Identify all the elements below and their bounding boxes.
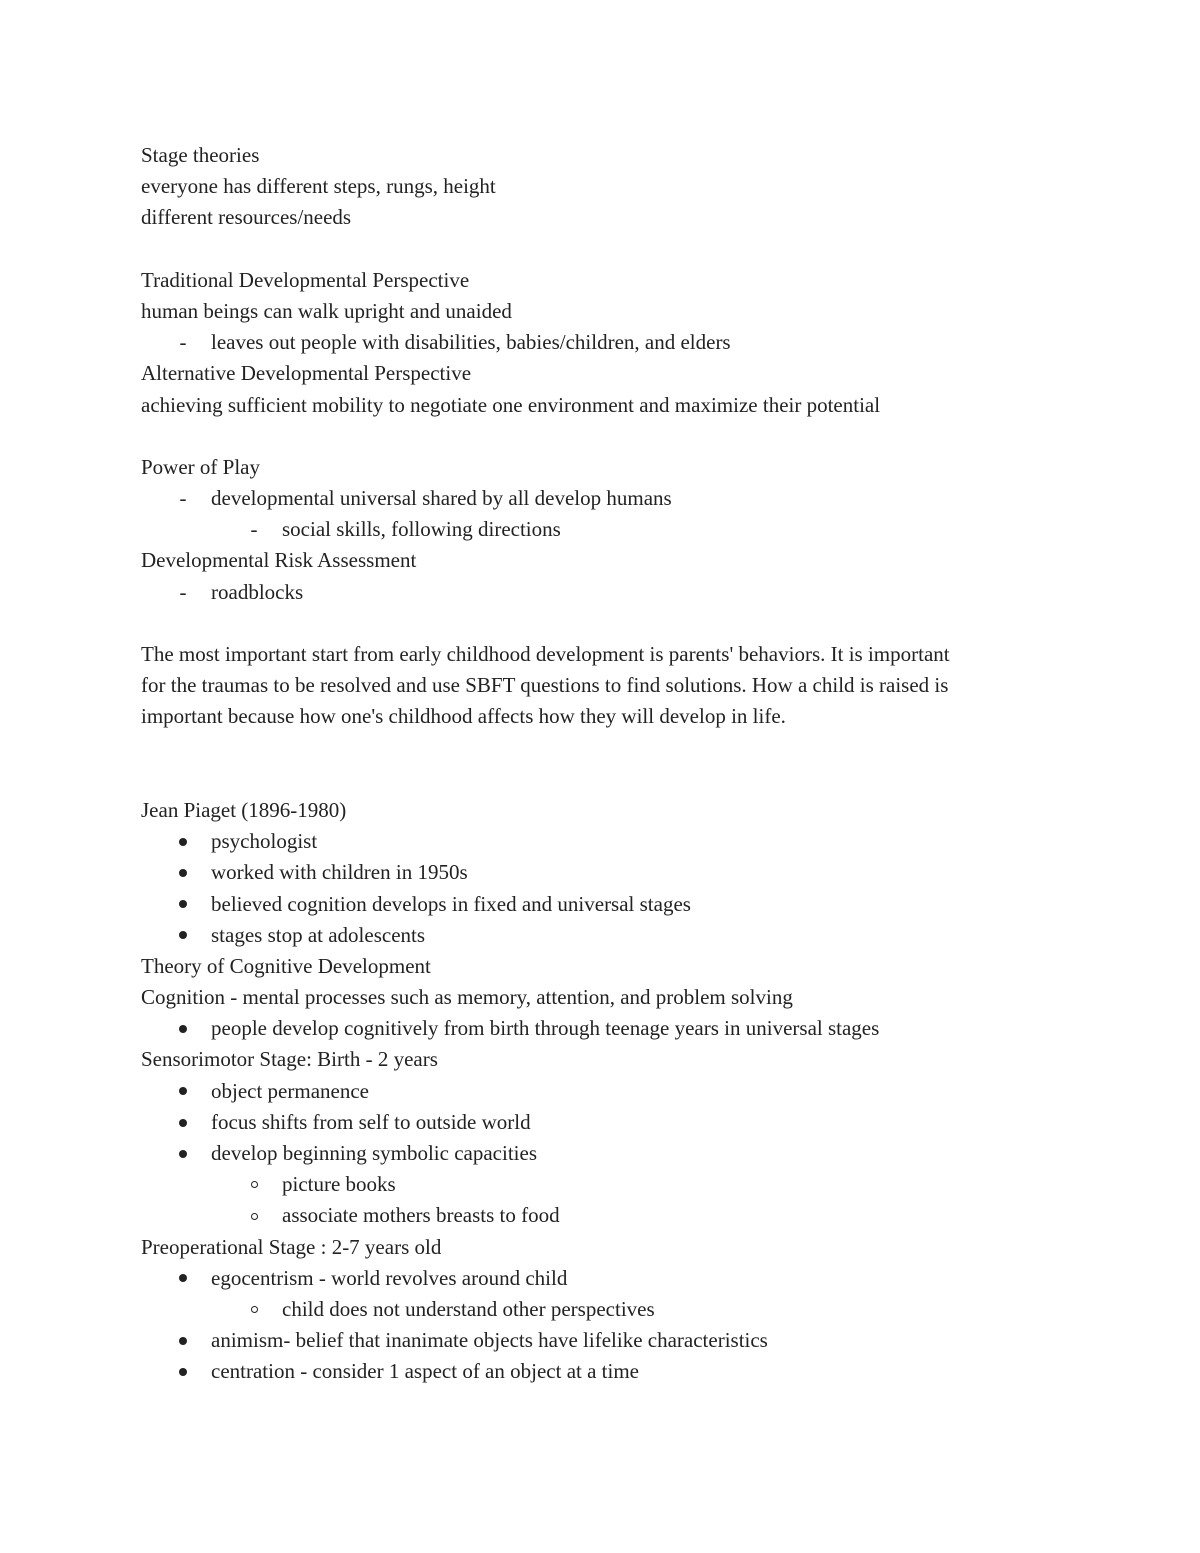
list-item-text: believed cognition develops in fixed and universal stages [211,891,691,916]
blank-line [141,608,1071,639]
list-item-text: stages stop at adolescents [211,922,426,947]
heading-traditional-perspective: Traditional Developmental Perspective [141,267,470,292]
list-item-text: picture books [282,1172,396,1197]
text-line: everyone has different steps, rungs, height [141,174,496,199]
text-line: achieving sufficient mobility to negotiate one environment and maximize their potential [141,392,881,417]
heading-theory-cognitive: Theory of Cognitive Development [141,953,431,978]
blank-line [141,234,1071,265]
bullet-icon [173,857,193,888]
heading-power-of-play: Power of Play [141,454,260,479]
bullet-icon [173,889,193,920]
list-item-text: social skills, following directions [282,517,561,542]
dash-marker: - [250,517,258,542]
bullet-icon [173,1138,193,1169]
list-item-text: focus shifts from self to outside world [211,1109,531,1134]
blank-line [141,421,1071,452]
dash-marker: - [179,330,187,355]
bullet-list-item [141,889,1071,920]
list-item-text: leaves out people with disabilities, babies/children, and elders [211,330,731,355]
list-item-text: animism- belief that inanimate objects have lifelike characteristics [211,1328,768,1353]
list-item-text: egocentrism - world revolves around child [211,1265,568,1290]
heading-sensorimotor: Sensorimotor Stage: Birth - 2 years [141,1047,438,1072]
heading-alternative-perspective: Alternative Developmental Perspective [141,361,472,386]
bullet-icon [173,920,193,951]
text-line: human beings can walk upright and unaided [141,298,512,323]
bullet-icon [173,1263,193,1294]
bullet-list-item [141,1107,1071,1138]
bullet-list-item [141,1325,1071,1356]
bullet-icon [173,826,193,857]
bullet-list-item [141,1013,1071,1044]
list-item-text: psychologist [211,829,318,854]
list-item-text: developmental universal shared by all develop humans [211,486,672,511]
bullet-list-subitem [141,1169,1071,1200]
document-page [141,140,1071,1388]
dash-list-item [141,327,1071,358]
circle-bullet-icon [244,1200,264,1231]
dash-list-item [141,577,1071,608]
bullet-icon [173,1013,193,1044]
paragraph-line: The most important start from early childhood development is parents' behaviors. It is important [141,642,950,666]
dash-marker: - [179,579,187,604]
bullet-icon [173,1107,193,1138]
bullet-list-item [141,826,1071,857]
dash-list-item [141,483,1071,514]
paragraph-line: important because how one's childhood affects how they will develop in life. [141,704,786,729]
bullet-list-subitem [141,1294,1071,1325]
heading-jean-piaget: Jean Piaget (1896-1980) [141,797,347,822]
bullet-list-item [141,920,1071,951]
dash-list-subitem [141,514,1071,545]
bullet-icon [173,1076,193,1107]
heading-preoperational: Preoperational Stage : 2-7 years old [141,1234,442,1259]
list-item-text: associate mothers breasts to food [282,1203,560,1228]
list-item-text: worked with children in 1950s [211,860,468,885]
text-line: Cognition - mental processes such as memory, attention, and problem solving [141,985,793,1010]
list-item-text: roadblocks [211,579,304,604]
blank-line [141,764,1071,795]
list-item-text: people develop cognitively from birth through teenage years in universal stages [211,1016,880,1041]
bullet-list-item [141,1263,1071,1294]
bullet-list-subitem [141,1200,1071,1231]
list-item-text: object permanence [211,1078,369,1103]
heading-stage-theories: Stage theories [141,143,260,167]
bullet-icon [173,1356,193,1387]
text-line: different resources/needs [141,205,352,230]
list-item-text: develop beginning symbolic capacities [211,1141,537,1165]
bullet-icon [173,1325,193,1356]
bullet-list-item [141,1076,1071,1107]
list-item-text: centration - consider 1 aspect of an object at a time [211,1359,639,1384]
list-item-text: child does not understand other perspectives [282,1296,655,1321]
dash-marker: - [179,486,187,511]
circle-bullet-icon [244,1294,264,1325]
bullet-list-item [141,1138,1071,1169]
bullet-list-item [141,1356,1071,1387]
bullet-list-item [141,857,1071,888]
heading-risk-assessment: Developmental Risk Assessment [141,548,417,573]
paragraph-line: for the traumas to be resolved and use SBFT questions to find solutions. How a child is raised is [141,673,949,698]
circle-bullet-icon [244,1169,264,1200]
blank-line [141,733,1071,764]
